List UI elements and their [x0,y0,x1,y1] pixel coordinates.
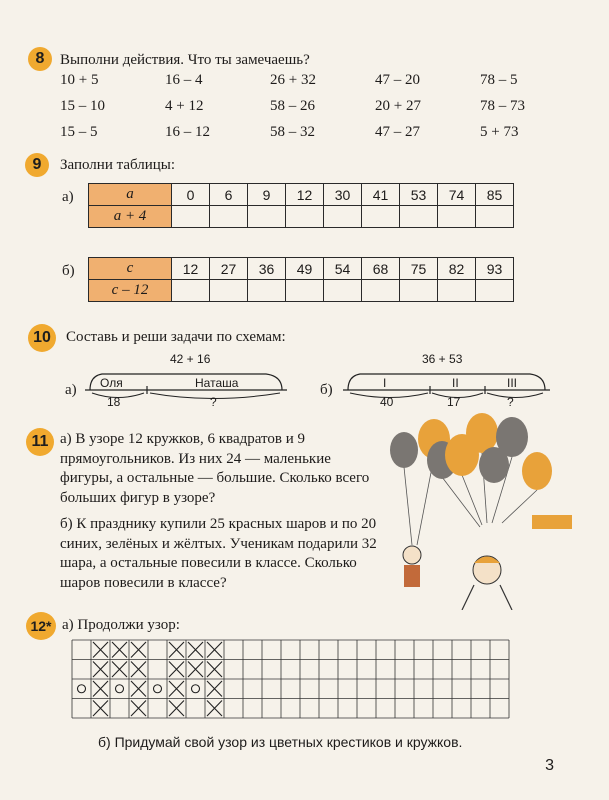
answer-cell[interactable] [476,206,514,228]
answer-cell[interactable] [172,280,210,302]
cross-mark [112,642,127,658]
table-value-cell: 27 [210,258,248,280]
cross-mark [169,701,184,717]
expression: 58 – 26 [270,98,315,114]
scheme-b-val3: ? [507,395,514,409]
circle-mark [116,685,124,693]
cross-mark [131,662,146,678]
table-value-cell: 54 [324,258,362,280]
answer-cell[interactable] [286,280,324,302]
table-value-cell: 6 [210,184,248,206]
cross-mark [207,701,222,717]
table-value-cell: 85 [476,184,514,206]
expression: 5 + 73 [480,124,519,140]
table-value-cell: 82 [438,258,476,280]
cross-mark [207,642,222,658]
expression: 15 – 5 [60,124,98,140]
scheme-b-val2: 17 [447,395,461,409]
balloons-illustration [382,405,587,610]
table-value-cell: 36 [248,258,286,280]
answer-cell[interactable] [210,206,248,228]
cross-mark [188,662,203,678]
answer-cell[interactable] [324,280,362,302]
scheme-b-top: 36 + 53 [422,352,463,366]
answer-cell[interactable] [210,280,248,302]
expression: 47 – 20 [375,72,420,88]
task-9-prompt: Заполни таблицы: [60,157,176,173]
cross-mark [188,642,203,658]
answer-cell[interactable] [400,280,438,302]
table-value-cell: 41 [362,184,400,206]
expression: 26 + 32 [270,72,316,88]
table-value-cell: 0 [172,184,210,206]
table-value-cell: 75 [400,258,438,280]
answer-cell[interactable] [438,206,476,228]
scheme-a-left-val: 18 [107,395,121,409]
task-8-badge: 8 [28,47,52,71]
expression: 78 – 73 [480,98,525,114]
table-value-cell: 30 [324,184,362,206]
answer-cell[interactable] [286,206,324,228]
table-a-row2-header: a + 4 [89,206,172,228]
table-a-label: а) [62,189,74,205]
cross-mark [131,701,146,717]
cross-mark [93,662,108,678]
circle-mark [154,685,162,693]
table-b-header: c [89,258,172,280]
table-value-cell: 49 [286,258,324,280]
task-11b-text: б) К празднику купили 25 красных шаров и по 20 синих, зелёных и жёлтых. Ученикам подарили 32 шара, а остальные повесили в классе. Сколько шаров повесили в классе? [60,516,377,591]
answer-cell[interactable] [476,280,514,302]
page-number: 3 [545,757,554,774]
cross-mark [112,662,127,678]
task-10-prompt: Составь и реши задачи по схемам: [66,329,286,345]
expression: 4 + 12 [165,98,204,114]
cross-mark [169,642,184,658]
expression: 47 – 27 [375,124,420,140]
task-8-prompt: Выполни действия. Что ты замечаешь? [60,52,310,68]
cross-mark [93,642,108,658]
expression: 16 – 4 [165,72,203,88]
answer-cell[interactable] [324,206,362,228]
scheme-b-seg1: I [383,376,387,390]
table-value-cell: 74 [438,184,476,206]
expression: 20 + 27 [375,98,421,114]
cross-mark [93,681,108,697]
circle-mark [78,685,86,693]
table-value-cell: 9 [248,184,286,206]
table-value-cell: 12 [172,258,210,280]
expression: 10 + 5 [60,72,99,88]
expression: 78 – 5 [480,72,518,88]
circle-mark [192,685,200,693]
task-11a-text: а) В узоре 12 кружков, 6 квадратов и 9 прямоугольников. Из них 24 — маленькие фигуры, а остальные — большие. Сколько всего больших фигур в узоре? [60,431,370,506]
scheme-a-right-name: Наташа [195,376,239,390]
answer-cell[interactable] [362,206,400,228]
expression: 58 – 32 [270,124,315,140]
answer-cell[interactable] [400,206,438,228]
cross-mark [131,642,146,658]
task-12b-text: б) Придумай свой узор из цветных крестиков и кружков. [98,734,463,750]
cross-mark [169,662,184,678]
table-value-cell: 12 [286,184,324,206]
cross-mark [207,681,222,697]
task-11-badge: 11 [26,428,54,456]
expression: 16 – 12 [165,124,210,140]
scheme-a-top: 42 + 16 [170,352,211,366]
pattern-grid [70,635,515,720]
cross-mark [169,681,184,697]
table-value-cell: 68 [362,258,400,280]
answer-cell[interactable] [172,206,210,228]
scheme-a-label: а) [65,382,77,398]
table-value-cell: 53 [400,184,438,206]
table-value-cell: 93 [476,258,514,280]
task-12a-text: а) Продолжи узор: [62,617,180,633]
scheme-b-seg2: II [452,376,459,390]
table-a-header: a [89,184,172,206]
task-12-badge: 12* [26,612,56,640]
answer-cell[interactable] [362,280,400,302]
table-a [88,183,514,228]
scheme-a-right-val: ? [210,395,217,409]
scheme-a-left-name: Оля [100,376,123,390]
table-b-row2-header: c – 12 [89,280,172,302]
cross-mark [207,662,222,678]
cross-mark [93,701,108,717]
scheme-b-seg3: III [507,376,518,390]
task-8-expressions [60,72,550,141]
task-9-badge: 9 [25,153,49,177]
answer-cell[interactable] [248,280,286,302]
scheme-b-val1: 40 [380,395,394,409]
cross-mark [131,681,146,697]
task-10-badge: 10 [28,324,56,352]
table-b [88,257,514,302]
expression: 15 – 10 [60,98,105,114]
table-b-label: б) [62,263,75,279]
answer-cell[interactable] [248,206,286,228]
scheme-b-label: б) [320,382,333,398]
answer-cell[interactable] [438,280,476,302]
